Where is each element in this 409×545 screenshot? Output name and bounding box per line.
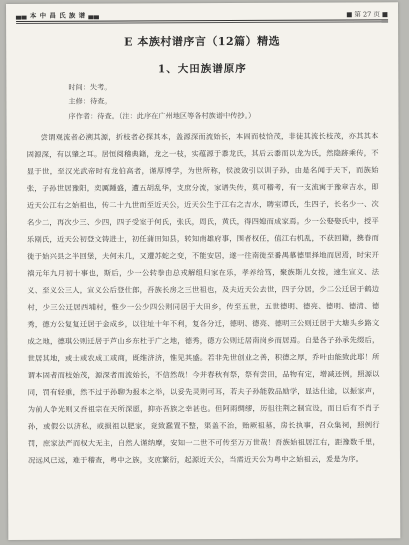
preface-title: 1、大田族谱原序 xyxy=(157,62,247,76)
document-page xyxy=(6,2,400,540)
meta-main-editor: 主修：待查。 xyxy=(68,96,112,106)
preface-body: 尝谓观流者必溯其源，折枝者必探其本，盖源深而流始长，本固而枝恰茂，非徒其流长枝茂，亦其其本固源深，有以肇之耳。居恒阅稽典籍，龙之一枝，实蕴源于黍龙氏，其后云黍而以龙为氏，然隐跡乘传，不显于世，至汉光武帝时有龙伯高者，谨厚博学，为世所称，侯波敛引以训子孙，由是名闻于天下，而族始张，子孙世居豫阳，奕厲踵盛，遭五胡乱华，支庶分流，家谱失传，莫可稽考，有一支流寓于豫章吉水，即近天公江右之始祖也，传二十九世而至近天公，近天公生于江右之吉水，聘室谭氏，生四子，长名少一、次名少二，再次少三、少四，四子受室于何氏，张氏，周氏，黄氏，得四媳而成家焉。少一公娶娶氏中，授平乐剐氏，近天公初登文铸进士，初任蒲田知县，转知南雄府事，围者权任，值江右机乱，不获回籍，携眷而徙于始兴县之半回堡，夫何未几，又遭苏蛇之变，不能安居，遂一往南徙至番禺慕德里择地而居焉，时宋开禧元年九月初十事也，斯后，少一公转拳由总戎解组归家在乐，孝养给笃，聚族斯儿女按，速生宣义、法义、至义公三人，宣义公后登仕郎，吾族长房之三世祖也，及夫近天公去世，四子分居，少二公迁居于鹤边村，少三公迁居西埔村，惟少一公少四公则同居于大田乡，传至五世，五世德明、德亮、德明、德清、德秀，德方公复复迁居于金成乡，以往址十年不利，复各分迁，德明、德亮、德明三公则迁居于大塘头乡路文成之地，德琪公则迁居于芦山乡东杜于广之地，德秀，德方公则迁居南岗乡而居焉。自是各子孙承先缀后，世居其地，或士或农成工或商，既维济济，惟见其盛。若非先世创业之善，积德之厚，乔叶由能致此耶！所谓本固者而枝始茂，源深者而流始长，不信然哉！今并春秋有祭，祭有尝田，品物有定，增减还例，照源以同，罚有轻重，然不过于孙聊为报本之举，以妥先灵则可耳，若夫子孙能敦品励学，显达仕途，以振家声，为前人争光则又吾祖宗在天所深愿，抑亦吾族之幸甚也。但阿雨绸缪，历徂往荆之制宜设，而日后有不肖子孙，或假公以济私，或损祖以肥家，竟致蠢置不整，渠盖不治，贻厥祖墓，房长执事，召众集祠，照例行罚，庶家法严而权大无主，自然人谨纳摩，安知一二世不可传至万万世哉！吾族始祖居江右，距豫数千里，况远风已远，难于稽查，粤中之族，支庶繁衍，起源近天公，当需近天公为粤中之始祖云，爰是为序。 xyxy=(26,131,380,465)
meta-time: 时间：失考。 xyxy=(68,82,112,92)
header-book-title: ▄▄ 本 中 昌 氏 族 谱 ▄▄ xyxy=(16,11,100,20)
section-title: E 本族村谱序言（12篇）精选 xyxy=(124,34,281,49)
header-page-number: ■ 第 27 页 ■ xyxy=(346,10,389,19)
header-rule-thin xyxy=(16,21,388,24)
meta-preface-author: 序作者：待查。（注：此序在广州地区等各村族谱中传抄。） xyxy=(68,110,256,121)
